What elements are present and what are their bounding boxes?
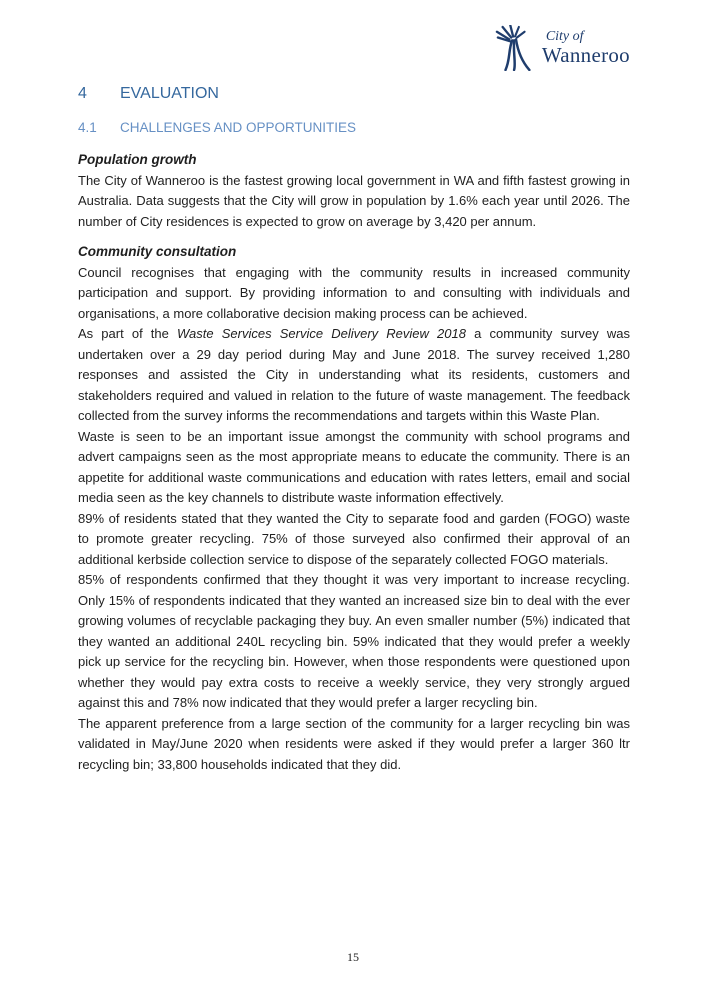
- city-of-wanneroo-logo: [495, 25, 630, 71]
- section-title: EVALUATION: [120, 85, 219, 102]
- subsection-heading: [78, 119, 630, 137]
- logo-wanneroo: Wanneroo: [541, 43, 630, 67]
- paragraph-larger-bin-validation: The apparent preference from a large section of the community for a larger recycling bin was validated in May/June 2020 when residents were asked if they would prefer a larger 360 ltr recycling bin; 33,800 households indicated that they did.: [78, 715, 630, 772]
- section-heading: [78, 84, 630, 104]
- header: [78, 25, 630, 73]
- topic-title-community-consultation: Community consultation: [78, 244, 237, 259]
- subsection-title: CHALLENGES AND OPPORTUNITIES: [120, 120, 357, 135]
- topic-title-population-growth: Population growth: [78, 152, 197, 167]
- subsection-number: 4.1: [78, 120, 97, 135]
- paragraph-survey-overview: [78, 324, 630, 427]
- logo-text: [542, 29, 630, 66]
- wanneroo-plant-icon: [495, 25, 537, 71]
- logo-city-of: City of: [545, 29, 584, 44]
- page-number: 15: [347, 950, 359, 964]
- survey-review-title: Waste Services Service Delivery Review 2018: [177, 326, 466, 341]
- paragraph-recycling-preferences: 85% of respondents confirmed that they thought it was very important to increase recycling. Only 15% of respondents indicated that they wanted an increased size bin to deal with the ever growing volumes of recyclable packaging they buy. An even smaller number (5%) indicated that they wanted an additional 240L recycling bin. 59% indicated that they would prefer a weekly pick up service for the recycling bin. However, when those respondents were questioned upon whether they would pay extra costs to receive a weekly service, they very strongly argued against this and 78% now indicated that they would prefer a larger recycling bin.: [78, 572, 630, 710]
- paragraph-community-consultation: Council recognises that engaging with the community results in increased community participation and support. By providing information to and consulting with individuals and organisations, a more collaborative decision making process can be achieved.: [78, 264, 630, 321]
- survey-text-before: As part of the: [78, 326, 178, 341]
- paragraph-waste-education: Waste is seen to be an important issue amongst the community with school programs and advert campaigns seen as the most appropriate means to educate the community. There is an appetite for additional waste communications and education with rates letters, email and social media seen as the key channels to distribute waste information effectively.: [78, 428, 630, 505]
- section-number: 4: [78, 85, 87, 102]
- paragraph-population-growth: The City of Wanneroo is the fastest growing local government in WA and fifth fastest growing in Australia. Data suggests that the City will grow in population by 1.6% each year until 2026. The number of City residences is expected to grow on average by 3,420 per annum.: [78, 172, 630, 229]
- paragraph-fogo-separation: 89% of residents stated that they wanted the City to separate food and garden (FOGO) waste to promote greater recycling. 75% of those surveyed also confirmed their approval of an additional kerbside collection service to dispose of the separately collected FOGO materials.: [78, 510, 630, 567]
- survey-text-after: a community survey was undertaken over a 29 day period during May and June 2018. The survey received 1,280 responses and assisted the City in understanding what its residents, customers and stakeholders required and valued in relation to the future of waste management. The feedback collected from the survey informs the recommendations and targets within this Waste Plan.: [78, 326, 630, 423]
